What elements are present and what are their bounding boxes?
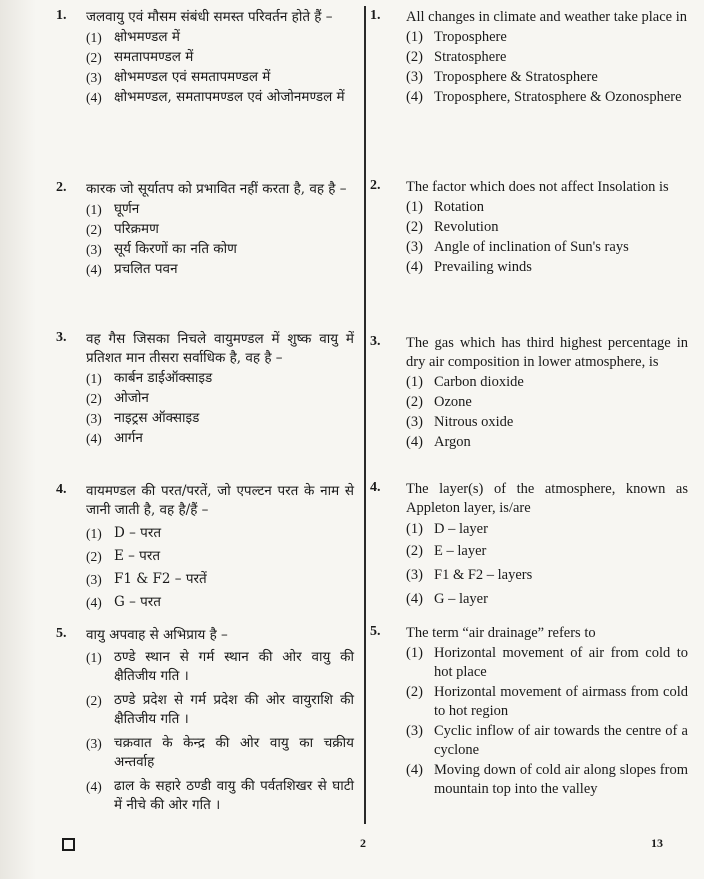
option-3 — [406, 413, 688, 432]
square-marker-icon — [62, 838, 75, 851]
option-label: (1) — [86, 202, 102, 217]
english-question-3 — [370, 334, 688, 452]
option-text: F1 & F2 – layers — [434, 567, 533, 583]
option-text: Revolution — [434, 219, 499, 235]
option-text: ठण्डे प्रदेश से गर्म प्रदेश की ओर वायुराशि की क्षैतिजीय गति । — [114, 692, 354, 727]
option-label: (1) — [86, 30, 102, 45]
question-stem: कारक जो सूर्यातप को प्रभावित नहीं करता है, वह है – — [86, 181, 347, 197]
option-2 — [406, 683, 688, 721]
option-label: (4) — [86, 90, 102, 105]
option-text: आर्गन — [114, 430, 143, 446]
option-text: Horizontal movement of airmass from cold to hot region — [434, 684, 688, 719]
option-4 — [86, 260, 354, 279]
question-number: 3. — [56, 330, 67, 345]
option-label: (2) — [406, 394, 423, 410]
option-label: (3) — [406, 567, 423, 583]
option-1 — [406, 520, 688, 539]
option-label: (2) — [406, 49, 423, 65]
option-label: (4) — [406, 591, 423, 607]
option-4 — [406, 761, 688, 799]
option-text: ठण्डे स्थान से गर्म स्थान की ओर वायु की क्षैतिजीय गति । — [114, 649, 354, 684]
sheet-number: 13 — [651, 836, 663, 850]
option-text: Argon — [434, 434, 471, 450]
option-label: (2) — [86, 222, 102, 237]
question-stem: वायु अपवाह से अभिप्राय है – — [86, 627, 228, 643]
option-label: (1) — [406, 521, 423, 537]
option-label: (4) — [406, 89, 423, 105]
column-divider — [364, 6, 366, 824]
option-1 — [406, 28, 688, 47]
option-text: Nitrous oxide — [434, 414, 514, 430]
option-2 — [406, 218, 688, 237]
option-3 — [406, 238, 688, 257]
option-3 — [406, 566, 688, 585]
option-text: Ozone — [434, 394, 472, 410]
option-1 — [86, 369, 354, 388]
option-2 — [406, 393, 688, 412]
option-3 — [86, 240, 354, 259]
question-number: 2. — [56, 180, 67, 195]
option-text: क्षोभमण्डल, समतापमण्डल एवं ओजोनमण्डल में — [114, 89, 345, 105]
page-edge-shadow — [0, 0, 36, 879]
option-1 — [86, 200, 354, 219]
hindi-question-1 — [56, 8, 354, 107]
option-text: F1 & F2 – परतें — [114, 571, 207, 587]
option-text: क्षोभमण्डल एवं समतापमण्डल में — [114, 69, 271, 85]
option-1 — [406, 373, 688, 392]
option-label: (3) — [86, 736, 102, 751]
question-stem: The factor which does not affect Insolation is — [406, 179, 669, 195]
question-number: 4. — [370, 480, 381, 495]
option-text: Troposphere, Stratosphere & Ozonosphere — [434, 89, 682, 105]
option-label: (3) — [406, 69, 423, 85]
option-text: Rotation — [434, 199, 484, 215]
option-3 — [406, 722, 688, 760]
option-4 — [406, 590, 688, 609]
question-stem: The term “air drainage” refers to — [406, 625, 596, 641]
option-text: Cyclic inflow of air towards the centre of a cyclone — [434, 723, 688, 758]
option-text: Troposphere — [434, 29, 507, 45]
hindi-question-2 — [56, 180, 354, 279]
option-3 — [86, 68, 354, 87]
option-label: (3) — [406, 239, 423, 255]
option-label: (3) — [86, 70, 102, 85]
hindi-question-3 — [56, 330, 354, 448]
option-label: (1) — [86, 371, 102, 386]
option-label: (4) — [86, 779, 102, 794]
option-1 — [406, 644, 688, 682]
option-label: (4) — [86, 595, 102, 610]
option-text: Stratosphere — [434, 49, 507, 65]
option-text: चक्रवात के केन्द्र की ओर वायु का चक्रीय अन्तर्वाह — [114, 735, 354, 770]
english-question-5 — [370, 624, 688, 799]
option-text: D – layer — [434, 521, 488, 537]
english-question-2 — [370, 178, 688, 277]
option-label: (1) — [406, 199, 423, 215]
option-2 — [86, 547, 354, 566]
option-label: (3) — [86, 242, 102, 257]
option-text: Angle of inclination of Sun's rays — [434, 239, 629, 255]
option-label: (3) — [406, 414, 423, 430]
option-3 — [86, 409, 354, 428]
option-label: (1) — [406, 374, 423, 390]
option-2 — [86, 389, 354, 408]
question-stem: The gas which has third highest percentage in dry air composition in lower atmosphere, is — [406, 335, 688, 370]
question-number: 4. — [56, 482, 67, 497]
option-text: Horizontal movement of air from cold to hot place — [434, 645, 688, 680]
option-text: घूर्णन — [114, 201, 140, 217]
hindi-question-4 — [56, 482, 354, 612]
option-1 — [406, 198, 688, 217]
option-3 — [86, 570, 354, 589]
option-3 — [86, 734, 354, 772]
option-label: (2) — [406, 684, 423, 700]
option-text: E – layer — [434, 543, 487, 559]
option-label: (2) — [406, 543, 423, 559]
option-2 — [86, 48, 354, 67]
option-text: प्रचलित पवन — [114, 261, 178, 277]
option-text: ओजोन — [114, 390, 149, 406]
option-label: (4) — [86, 431, 102, 446]
option-4 — [406, 433, 688, 452]
option-label: (2) — [86, 693, 102, 708]
english-question-1 — [370, 8, 688, 107]
option-2 — [406, 48, 688, 67]
option-4 — [86, 593, 354, 612]
option-text: Troposphere & Stratosphere — [434, 69, 598, 85]
option-label: (4) — [406, 434, 423, 450]
option-text: E – परत — [114, 548, 161, 564]
option-label: (2) — [86, 391, 102, 406]
option-3 — [406, 68, 688, 87]
option-text: Prevailing winds — [434, 259, 532, 275]
option-text: परिक्रमण — [114, 221, 159, 237]
option-label: (3) — [86, 411, 102, 426]
option-1 — [86, 524, 354, 543]
question-number: 2. — [370, 178, 381, 193]
question-stem: वह गैस जिसका निचले वायुमण्डल में शुष्क वायु में प्रतिशत मान तीसरा सर्वाधिक है, वह है – — [86, 331, 354, 366]
option-label: (4) — [86, 262, 102, 277]
option-label: (2) — [86, 50, 102, 65]
option-text: क्षोभमण्डल में — [114, 29, 180, 45]
option-label: (2) — [406, 219, 423, 235]
option-4 — [86, 777, 354, 815]
question-number: 5. — [370, 624, 381, 639]
option-text: ढाल के सहारे ठण्डी वायु की पर्वतशिखर से घाटी में नीचे की ओर गति । — [114, 778, 354, 813]
option-2 — [86, 691, 354, 729]
option-label: (4) — [406, 259, 423, 275]
option-text: G – layer — [434, 591, 488, 607]
option-4 — [406, 258, 688, 277]
option-4 — [86, 88, 354, 107]
option-1 — [86, 28, 354, 47]
question-stem: All changes in climate and weather take place in — [406, 9, 688, 25]
hindi-question-5 — [56, 626, 354, 815]
option-label: (2) — [86, 549, 102, 564]
english-question-4 — [370, 480, 688, 609]
question-number: 5. — [56, 626, 67, 641]
option-text: कार्बन डाईऑक्साइड — [114, 370, 213, 386]
option-text: G – परत — [114, 594, 162, 610]
question-number: 1. — [56, 8, 67, 23]
option-text: नाइट्रस ऑक्साइड — [114, 410, 200, 426]
question-stem: वायमण्डल की परत/परतें, जो एपल्टन परत के नाम से जानी जाती है, वह है/हैं – — [86, 483, 354, 518]
option-text: सूर्य किरणों का नति कोण — [114, 241, 237, 257]
option-label: (4) — [406, 762, 423, 778]
option-text: समतापमण्डल में — [114, 49, 194, 65]
option-label: (3) — [406, 723, 423, 739]
option-1 — [86, 648, 354, 686]
question-number: 1. — [370, 8, 381, 23]
option-label: (1) — [406, 645, 423, 661]
question-stem: The layer(s) of the atmosphere, known as Appleton layer, is/are — [406, 481, 688, 516]
page-number: 2 — [360, 836, 366, 850]
option-text: Carbon dioxide — [434, 374, 524, 390]
option-4 — [406, 88, 688, 107]
question-stem: जलवायु एवं मौसम संबंधी समस्त परिवर्तन होते हैं – — [86, 9, 333, 25]
option-label: (1) — [86, 526, 102, 541]
option-2 — [86, 220, 354, 239]
question-number: 3. — [370, 334, 381, 349]
option-4 — [86, 429, 354, 448]
option-text: D – परत — [114, 525, 162, 541]
option-label: (3) — [86, 572, 102, 587]
option-text: Moving down of cold air along slopes from mountain top into the valley — [434, 762, 688, 797]
option-2 — [406, 542, 688, 561]
option-label: (1) — [86, 650, 102, 665]
option-label: (1) — [406, 29, 423, 45]
